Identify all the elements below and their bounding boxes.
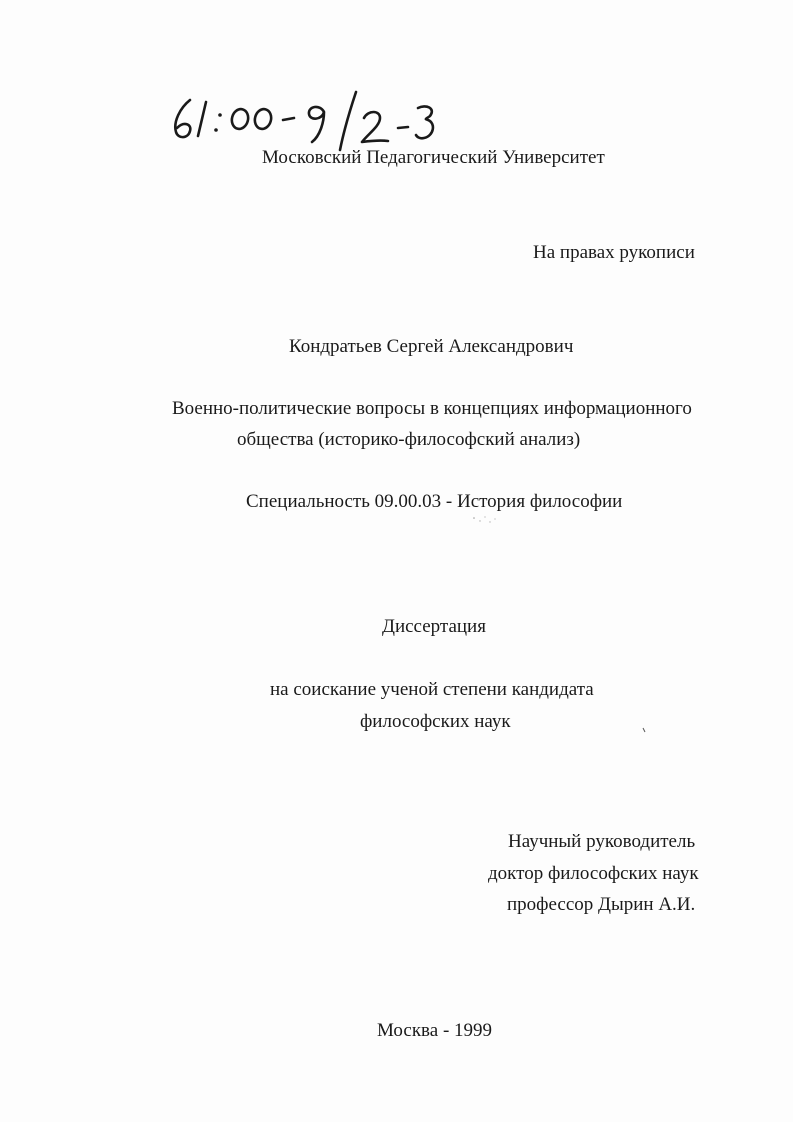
supervisor-role: Научный руководитель [508,831,696,852]
scan-speck [640,726,648,734]
dissertation-title-line-1: Военно-политические вопросы в концепциях информационного [172,398,692,419]
specialty-code: Специальность 09.00.03 - История философии [246,491,623,512]
author-name: Кондратьев Сергей Александрович [289,336,574,357]
scan-speck [470,512,500,526]
university-name: Московский Педагогический Университет [262,147,605,168]
supervisor-name: профессор Дырин А.И. [507,894,696,915]
dissertation-title-line-2: общества (историко-философский анализ) [237,429,581,450]
place-and-year: Москва - 1999 [377,1020,493,1041]
handwritten-archive-code [168,88,458,156]
manuscript-rights-note: На правах рукописи [533,242,695,263]
degree-line-2: философских наук [360,711,511,732]
document-type: Диссертация [382,616,486,637]
degree-line-1: на соискание ученой степени кандидата [270,679,594,700]
supervisor-degree: доктор философских наук [488,863,699,884]
